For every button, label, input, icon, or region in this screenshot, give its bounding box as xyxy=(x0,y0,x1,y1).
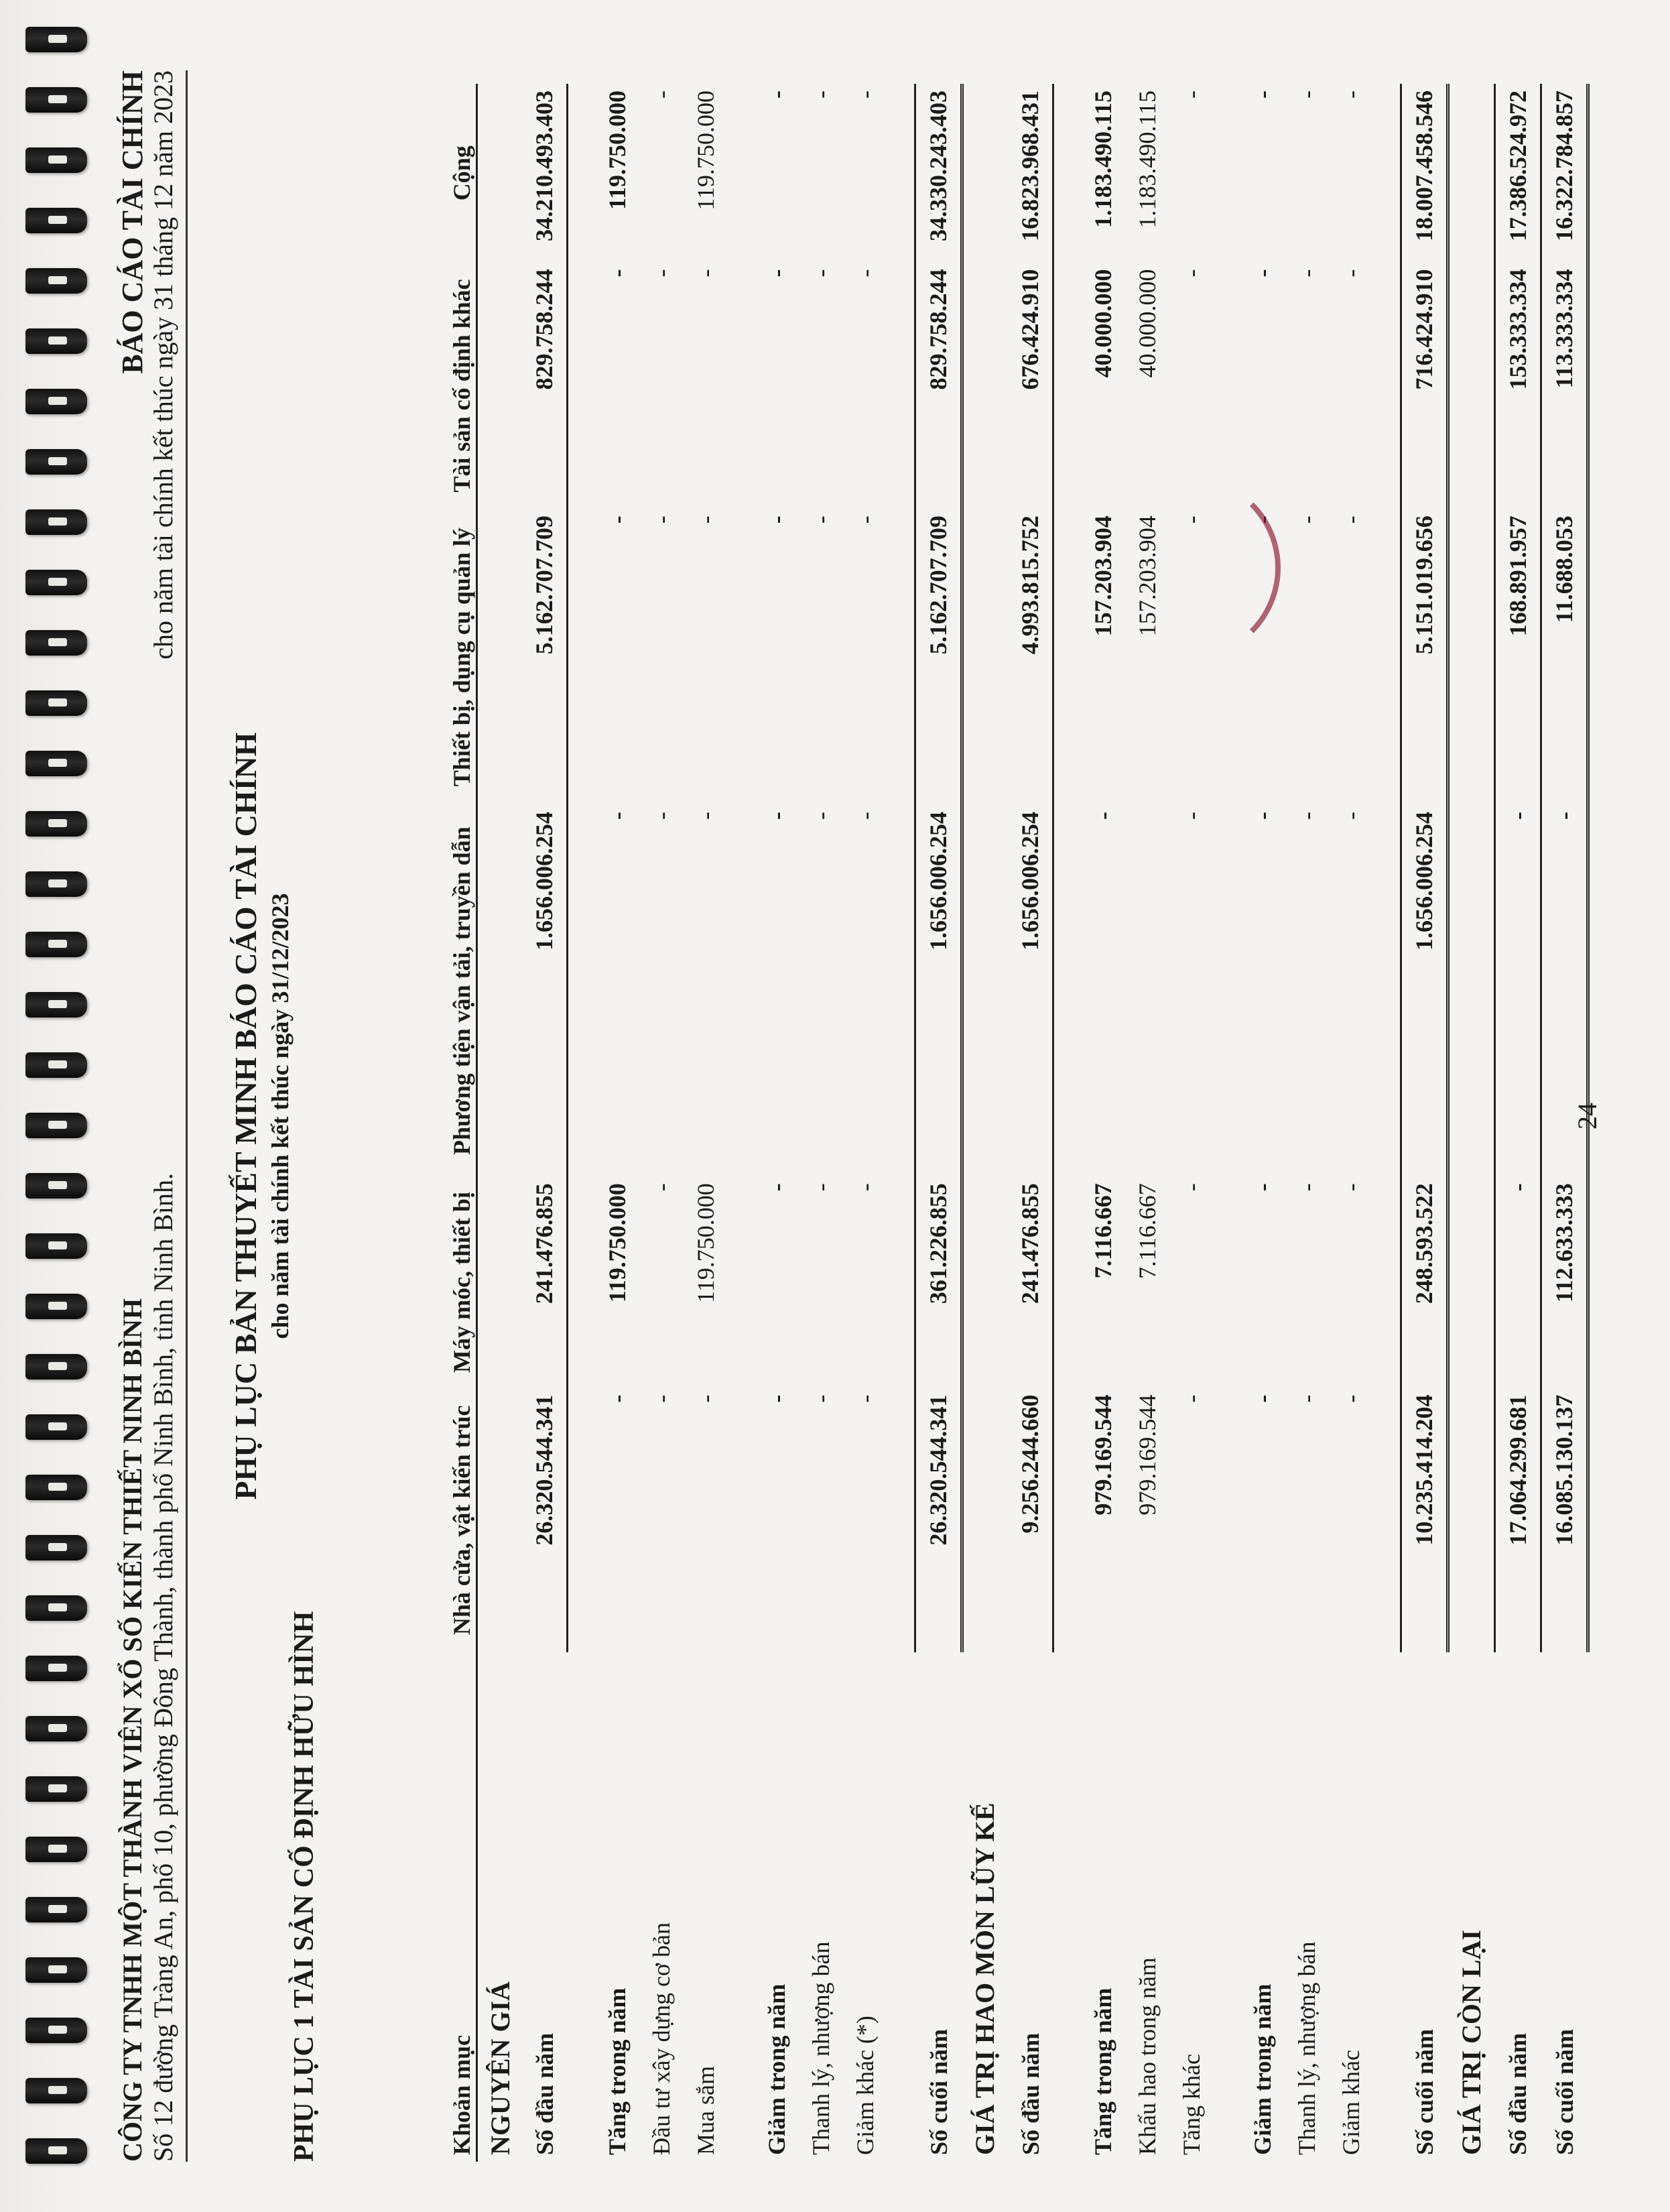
company-address: Số 12 đường Tràng An, phố 10, phường Đông Thành, thành phố Ninh Bình, tỉnh Ninh Bình. xyxy=(148,1173,178,2162)
table-row xyxy=(1329,84,1373,2162)
cell-value: - xyxy=(1293,1183,1320,1192)
cell-value: 153.333.334 xyxy=(1495,263,1541,509)
table-row xyxy=(1125,84,1169,2162)
cell-value: - xyxy=(1338,812,1364,820)
cell-value: - xyxy=(763,812,790,820)
binding-ring xyxy=(25,1475,87,1500)
cell-value: - xyxy=(1293,269,1320,278)
cell-value: - xyxy=(1338,90,1364,99)
cell-value: 829.758.244 xyxy=(915,263,962,509)
cell-value: - xyxy=(852,1183,879,1192)
table-row xyxy=(522,84,568,2162)
cell-value: - xyxy=(1495,805,1541,1176)
cell-value: - xyxy=(648,1394,675,1403)
section-row-net xyxy=(1448,84,1495,2162)
cell-value xyxy=(1125,805,1169,1176)
cell-value: 16.085.130.137 xyxy=(1541,1388,1588,1652)
cell-value: - xyxy=(808,515,834,524)
table-row xyxy=(595,84,639,2162)
table-row xyxy=(1081,84,1125,2162)
row-label: Giảm khác xyxy=(1338,2050,1364,2155)
table-row xyxy=(1285,84,1329,2162)
cell-value: - xyxy=(1178,1183,1205,1192)
table-row xyxy=(684,84,728,2162)
binding-ring xyxy=(25,1716,87,1741)
binding-ring xyxy=(25,2018,87,2043)
binding-ring xyxy=(25,2078,87,2103)
header-left xyxy=(117,1173,179,2162)
cell-value: - xyxy=(1495,1176,1541,1388)
cell-value: 5.162.707.709 xyxy=(915,509,962,805)
cell-value: 16.322.784.857 xyxy=(1541,84,1588,263)
cell-value: 979.169.544 xyxy=(1090,1394,1116,1516)
cell-value: - xyxy=(648,515,675,524)
section-label: NGUYÊN GIÁ xyxy=(485,1981,515,2155)
binding-ring xyxy=(25,1354,87,1379)
cell-value: - xyxy=(852,515,879,524)
cell-value: 9.256.244.660 xyxy=(1008,1388,1053,1652)
cell-value: 1.656.006.254 xyxy=(522,805,568,1176)
report-title: BÁO CÁO TÀI CHÍNH xyxy=(116,70,149,374)
row-label: Thanh lý, nhượng bán xyxy=(1293,1941,1320,2155)
binding-ring xyxy=(25,1113,87,1138)
cell-value: 11.688.053 xyxy=(1541,509,1588,805)
binding-ring xyxy=(25,932,87,957)
cell-value: - xyxy=(808,90,834,99)
cell-value: - xyxy=(692,269,719,278)
cell-value: 18.007.458.546 xyxy=(1401,84,1448,263)
cell-value: - xyxy=(1338,515,1364,524)
cell-value: - xyxy=(648,90,675,99)
appendix-title: PHỤ LỤC BẢN THUYẾT MINH BÁO CÁO TÀI CHÍNH xyxy=(229,732,263,1500)
cell-value: - xyxy=(808,1183,834,1192)
binding-ring xyxy=(25,449,87,475)
binding-ring xyxy=(25,690,87,716)
cell-value: 361.226.855 xyxy=(915,1176,962,1388)
binding-ring xyxy=(25,630,87,656)
cell-value: 112.633.333 xyxy=(1541,1176,1588,1388)
binding-ring xyxy=(25,1957,87,1983)
page-number: 24 xyxy=(1572,1103,1602,1129)
row-label: Thanh lý, nhượng bán xyxy=(808,1941,834,2155)
binding-ring xyxy=(25,328,87,354)
cell-value: 119.750.000 xyxy=(604,1183,631,1303)
cell-value: - xyxy=(1293,812,1320,820)
cell-value: 40.000.000 xyxy=(1090,269,1116,378)
cell-value: 10.235.414.204 xyxy=(1401,1388,1448,1652)
binding-ring xyxy=(25,1535,87,1560)
table-row xyxy=(915,84,962,2162)
red-seal-stamp xyxy=(1096,475,1281,660)
row-label: Mua sắm xyxy=(692,2066,719,2155)
report-period: cho năm tài chính kết thúc ngày 31 tháng 12 năm 2023 xyxy=(148,70,178,660)
cell-value: - xyxy=(1338,1394,1364,1403)
binding-ring xyxy=(25,2138,87,2164)
col-header: Tài sản cố định khác xyxy=(348,263,477,509)
table-row xyxy=(1169,84,1214,2162)
section-row-cost xyxy=(477,84,523,2162)
header-right xyxy=(117,70,179,660)
table-row xyxy=(1240,84,1285,2162)
cell-value: - xyxy=(763,269,790,278)
cell-value: - xyxy=(763,515,790,524)
cell-value: 1.183.490.115 xyxy=(1134,90,1161,229)
cell-value: 7.116.667 xyxy=(1134,1183,1161,1279)
cell-value: 157.203.904 xyxy=(1134,515,1161,637)
col-header: Thiết bị, dụng cụ quản lý xyxy=(348,509,477,805)
col-header: Máy móc, thiết bị xyxy=(348,1176,477,1388)
col-header: Nhà cửa, vật kiến trúc xyxy=(348,1388,477,1652)
table-row xyxy=(1401,84,1448,2162)
binding-ring xyxy=(25,509,87,535)
cell-value: - xyxy=(1293,515,1320,524)
header-rule xyxy=(186,70,188,2162)
cell-value: 113.333.334 xyxy=(1541,263,1588,509)
binding-ring xyxy=(25,208,87,233)
binding-ring xyxy=(25,871,87,897)
binding-ring xyxy=(25,1897,87,1922)
col-header: Phương tiện vận tải, truyền dẫn xyxy=(348,805,477,1176)
cell-value: - xyxy=(763,90,790,99)
cell-value: - xyxy=(1338,269,1364,278)
cell-value: 4.993.815.752 xyxy=(1008,509,1053,805)
cell-value: 168.891.957 xyxy=(1495,509,1541,805)
binding-ring xyxy=(25,1052,87,1078)
cell-value: 16.823.968.431 xyxy=(1008,84,1053,263)
binding-ring xyxy=(25,1294,87,1319)
table-row xyxy=(1495,84,1541,2162)
cell-value: - xyxy=(1178,812,1205,820)
table-row xyxy=(1008,84,1053,2162)
cell-value: - xyxy=(808,269,834,278)
cell-value: - xyxy=(1541,805,1588,1176)
binding-ring xyxy=(25,27,87,52)
col-header: Khoản mục xyxy=(348,1652,477,2162)
cell-value: 34.330.243.403 xyxy=(915,84,962,263)
row-label: Đầu tư xây dựng cơ bản xyxy=(648,1922,675,2155)
cell-value: - xyxy=(648,812,675,820)
binding-ring xyxy=(25,751,87,776)
cell-value: 40.000.000 xyxy=(1134,269,1161,378)
cell-value: - xyxy=(808,812,834,820)
col-header: Cộng xyxy=(348,84,477,263)
binding-ring xyxy=(25,811,87,837)
cell-value: 26.320.544.341 xyxy=(522,1388,568,1652)
cell-value: - xyxy=(1178,90,1205,99)
binding-ring xyxy=(25,1595,87,1621)
cell-value: 676.424.910 xyxy=(1008,263,1053,509)
row-label: Tăng khác xyxy=(1178,2054,1205,2155)
cell-value: 7.116.667 xyxy=(1090,1183,1116,1279)
binding-ring xyxy=(25,389,87,414)
cell-value: - xyxy=(1293,1394,1320,1403)
section-row-depreciation xyxy=(962,84,1009,2162)
cell-value: - xyxy=(692,812,719,820)
appendix-subtitle: cho năm tài chính kết thúc ngày 31/12/2023 xyxy=(267,893,294,1339)
cell-value: 241.476.855 xyxy=(1008,1176,1053,1388)
cell-value: - xyxy=(852,812,879,820)
cell-value: 5.151.019.656 xyxy=(1401,509,1448,805)
row-label: Giảm trong năm xyxy=(1249,1983,1276,2155)
cell-value: 1.656.006.254 xyxy=(915,805,962,1176)
row-label: Giảm trong năm xyxy=(763,1983,790,2155)
cell-value: - xyxy=(1249,515,1276,524)
cell-value: 17.386.524.972 xyxy=(1495,84,1541,263)
row-label: Tăng trong năm xyxy=(1090,1987,1116,2155)
rotated-page xyxy=(111,70,1618,2162)
cell-value: - xyxy=(1249,1183,1276,1192)
cell-value: - xyxy=(852,269,879,278)
cell-value: 26.320.544.341 xyxy=(915,1388,962,1652)
fixed-assets-table xyxy=(348,84,1590,2162)
table-row xyxy=(639,84,684,2162)
binding-ring xyxy=(25,147,87,173)
row-label: Số cuối năm xyxy=(1411,2028,1438,2155)
section-label: GIÁ TRỊ HAO MÒN LŨY KẾ xyxy=(970,1802,1001,2155)
binding-ring xyxy=(25,1173,87,1199)
cell-value: 1.656.006.254 xyxy=(1401,805,1448,1176)
cell-value: 979.169.544 xyxy=(1134,1394,1161,1516)
cell-value: 157.203.904 xyxy=(1090,515,1116,637)
cell-value: 119.750.000 xyxy=(604,90,631,210)
cell-value: - xyxy=(763,1183,790,1192)
cell-value: - xyxy=(604,269,631,278)
row-label: Số đầu năm xyxy=(531,2032,558,2155)
cell-value: 716.424.910 xyxy=(1401,263,1448,509)
row-label: Số cuối năm xyxy=(1551,2028,1578,2155)
section-title: PHỤ LỤC 1 TÀI SẢN CỐ ĐỊNH HỮU HÌNH xyxy=(289,1611,320,2162)
table-row xyxy=(755,84,799,2162)
binding-ring xyxy=(25,1837,87,1862)
cell-value: - xyxy=(692,515,719,524)
cell-value: - xyxy=(604,812,631,820)
cell-value: 241.476.855 xyxy=(522,1176,568,1388)
spiral-binding xyxy=(0,0,101,2212)
row-label: Số đầu năm xyxy=(1504,2032,1531,2155)
row-label: Tăng trong năm xyxy=(604,1987,631,2155)
binding-ring xyxy=(25,1414,87,1440)
cell-value: 34.210.493.403 xyxy=(522,84,568,263)
cell-value: 119.750.000 xyxy=(692,1183,719,1303)
binding-ring xyxy=(25,992,87,1018)
cell-value: 248.593.522 xyxy=(1401,1176,1448,1388)
cell-value: - xyxy=(1338,1183,1364,1192)
cell-value: - xyxy=(1249,812,1276,820)
row-label: Giảm khác (*) xyxy=(852,2016,879,2155)
binding-ring xyxy=(25,1656,87,1681)
cell-value: 1.656.006.254 xyxy=(1008,805,1053,1176)
cell-value: - xyxy=(1090,812,1116,820)
cell-value: - xyxy=(1178,269,1205,278)
cell-value: - xyxy=(1249,90,1276,99)
cell-value: - xyxy=(1249,1394,1276,1403)
cell-value: - xyxy=(808,1394,834,1403)
cell-value: 1.183.490.115 xyxy=(1090,90,1116,229)
cell-value: - xyxy=(852,90,879,99)
cell-value: - xyxy=(648,269,675,278)
cell-value: - xyxy=(604,515,631,524)
cell-value: - xyxy=(1178,1394,1205,1403)
company-name: CÔNG TY TNHH MỘT THÀNH VIÊN XỔ SỐ KIẾN THIẾT NINH BÌNH xyxy=(117,1298,147,2162)
cell-value: - xyxy=(604,1394,631,1403)
cell-value: - xyxy=(692,1394,719,1403)
binding-ring xyxy=(25,570,87,595)
cell-value: - xyxy=(1249,269,1276,278)
cell-value: 17.064.299.681 xyxy=(1495,1388,1541,1652)
section-label: GIÁ TRỊ CÒN LẠI xyxy=(1456,1930,1486,2155)
row-label: Số cuối năm xyxy=(925,2028,952,2155)
table-row xyxy=(799,84,843,2162)
cell-value: 119.750.000 xyxy=(692,90,719,210)
binding-ring xyxy=(25,1233,87,1259)
binding-ring xyxy=(25,268,87,294)
binding-ring xyxy=(25,87,87,113)
cell-value: 829.758.244 xyxy=(522,263,568,509)
cell-value: - xyxy=(648,1183,675,1192)
binding-ring xyxy=(25,1776,87,1802)
table-body xyxy=(477,84,1588,2162)
row-label: Khấu hao trong năm xyxy=(1134,1957,1161,2155)
cell-value: 5.162.707.709 xyxy=(522,509,568,805)
row-label: Số đầu năm xyxy=(1017,2032,1044,2155)
cell-value: - xyxy=(1178,515,1205,524)
cell-value: - xyxy=(852,1394,879,1403)
table-header-row xyxy=(348,84,477,2162)
cell-value: - xyxy=(1293,90,1320,99)
table-row xyxy=(843,84,887,2162)
cell-value: - xyxy=(763,1394,790,1403)
